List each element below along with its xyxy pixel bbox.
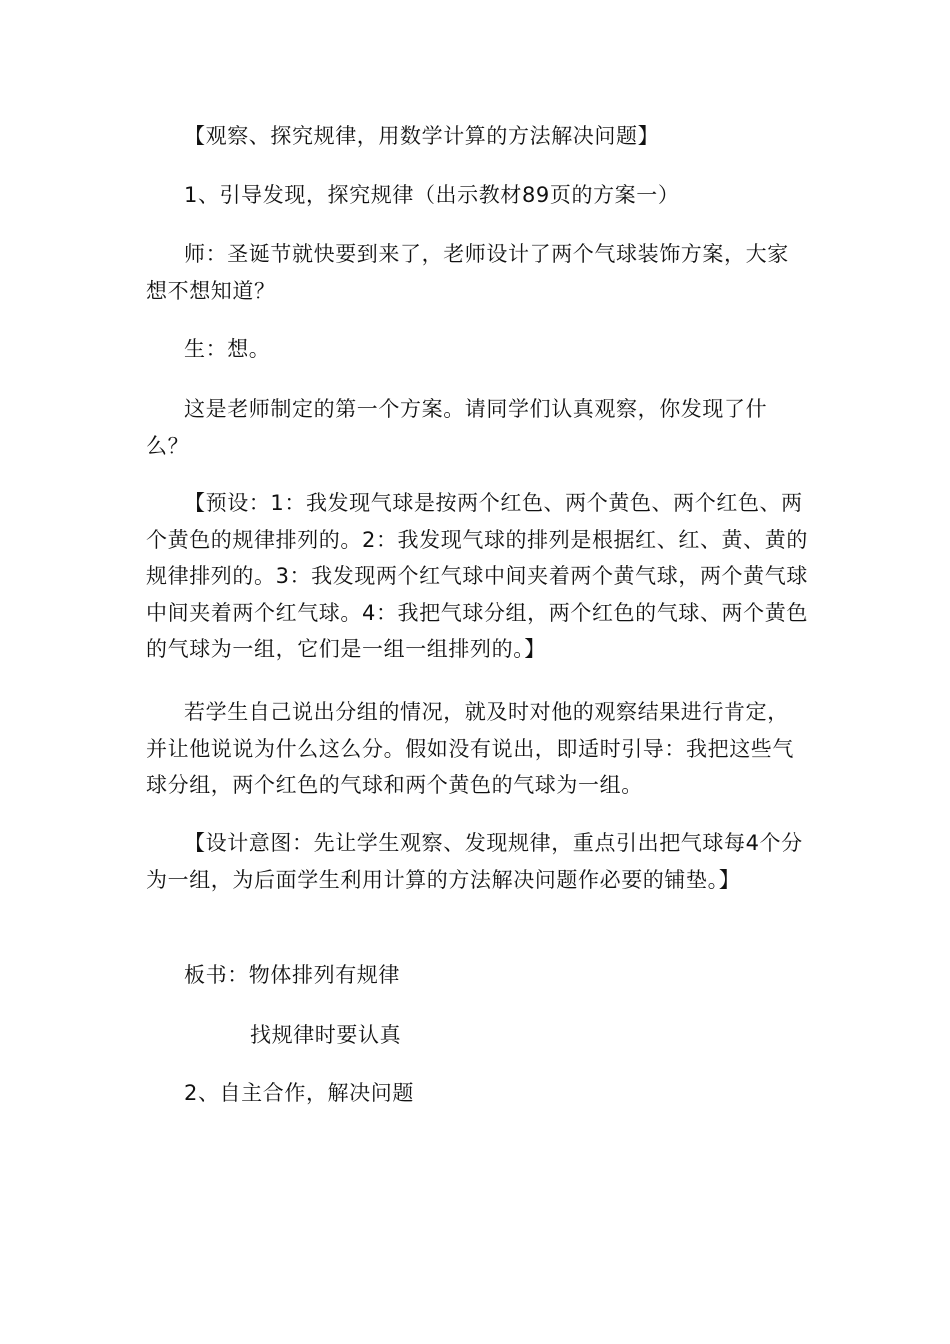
student-paragraph-1-text: 生：想。: [184, 337, 271, 361]
design-intent-paragraph: [146, 825, 810, 898]
teacher-paragraph-2-text: 这是老师制定的第一个方案。请同学们认真观察，你发现了什么？: [146, 397, 768, 458]
guidance-paragraph: [146, 694, 810, 804]
teacher-paragraph-2: [146, 391, 810, 464]
board-writing-line-1: [146, 957, 810, 994]
step-1-heading: [146, 177, 810, 214]
teacher-paragraph-1: [146, 236, 810, 309]
step-2-heading: [146, 1075, 810, 1112]
guidance-paragraph-text: 若学生自己说出分组的情况，就及时对他的观察结果进行肯定，并让他说说为什么这么分。假如没有说出，即适时引导：我把这些气球分组，两个红色的气球和两个黄色的气球为一组。: [146, 700, 794, 797]
preset-paragraph: [146, 485, 810, 668]
preset-paragraph-text: 【预设：1：我发现气球是按两个红色、两个黄色、两个红色、两个黄色的规律排列的。2：我发现气球的排列是根据红、红、黄、黄的规律排列的。3：我发现两个红气球中间夹着两个黄气球，两个黄气球中间夹着两个红气球。4：我把气球分组，两个红色的气球、两个黄色的气球为一组，它们是一组一组排列的。】: [146, 491, 808, 661]
teacher-paragraph-1-text: 师：圣诞节就快要到来了，老师设计了两个气球装饰方案，大家想不想知道？: [146, 242, 789, 303]
board-writing-line-2: 找规律时要认真: [250, 1023, 402, 1047]
step-1-text: 1、引导发现，探究规律（出示教材89页的方案一）: [184, 183, 680, 207]
step-2-text: 2、自主合作，解决问题: [184, 1081, 414, 1105]
board-writing-line-1-text: 板书：物体排列有规律: [184, 963, 400, 987]
section-heading-text: 【观察、探究规律，用数学计算的方法解决问题】: [184, 124, 660, 148]
student-paragraph-1: [146, 331, 810, 368]
design-intent-paragraph-text: 【设计意图：先让学生观察、发现规律，重点引出把气球每4个分为一组，为后面学生利用计算的方法解决问题作必要的铺垫。】: [146, 831, 803, 892]
section-heading: [146, 118, 810, 155]
